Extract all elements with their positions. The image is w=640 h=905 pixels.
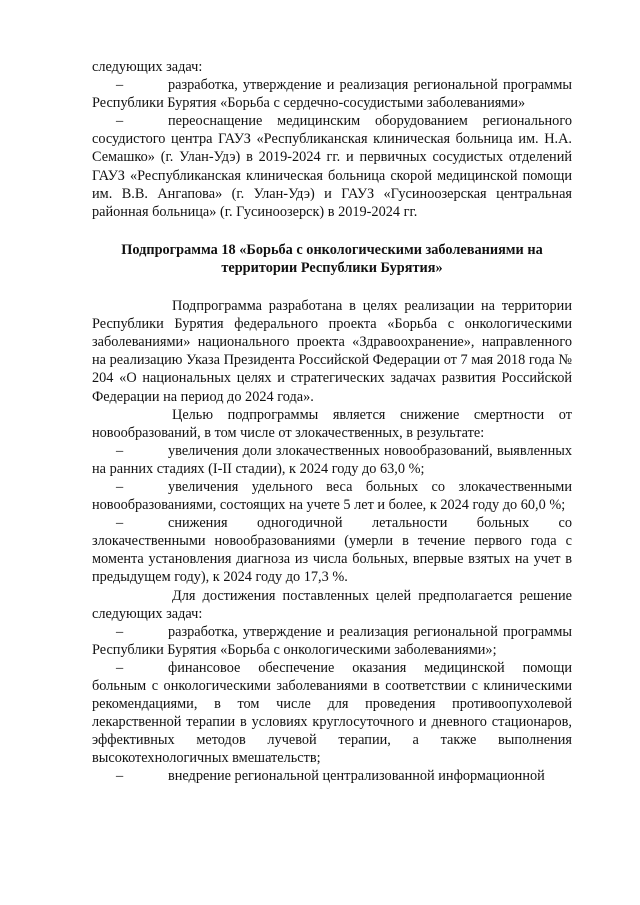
section-heading: Подпрограмма 18 «Борьба с онкологическими заболеваниями на территории Республики Бурятия» [121, 241, 543, 276]
dash-marker: – [116, 113, 124, 130]
list-item: – разработка, утверждение и реализация региональной программы Республики Бурятия «Борьба с онкологическими заболеваниями»; [92, 623, 572, 658]
dash-marker: – [116, 768, 124, 785]
list-item: – разработка, утверждение и реализация региональной программы Республики Бурятия «Борьба с сердечно-сосудистыми заболеваниями» [92, 77, 572, 112]
dash-marker: – [116, 623, 124, 640]
paragraph: Целью подпрограммы является снижение смертности от новообразований, в том числе от злокачественных, в результате: [92, 406, 572, 441]
list-item: – увеличения доли злокачественных новообразований, выявленных на ранних стадиях (I-II стадии), к 2024 году до 63,0 %; [92, 442, 572, 477]
paragraph: Подпрограмма разработана в целях реализации на территории Республики Бурятия федерального проекта «Борьба с онкологическими заболеваниями» национального проекта «Здравоохранение», направленного на реализацию Указа Президента Российской Федерации от 7 мая 2018 года № 204 «О национальных целях и стратегических задачах развития Российской Федерации на период до 2024 года». [92, 298, 572, 405]
dash-marker: – [116, 478, 124, 495]
document-page [92, 58, 572, 786]
list-item: – переоснащение медицинским оборудованием регионального сосудистого центра ГАУЗ «Республиканская клиническая больница им. Н.А. Семашко» (г. Улан-Удэ) в 2019-2024 гг. и первичных сосудистых отделений ГАУЗ «Республиканская клиническая больница скорой медицинской помощи им. В.В. Ангапова» (г. Улан-Удэ) и ГАУЗ «Гусиноозерская центральная районная больница» (г. Гусиноозерск) в 2019-2024 гг. [92, 113, 572, 220]
list-item: – финансовое обеспечение оказания медицинской помощи больным с онкологическими заболеваниями в соответствии с клиническими рекомендациями, в том числе для проведения противоопухолевой лекарственной терапии в условиях круглосуточного и дневного стационаров, эффективных методов лучевой терапии, а также выполнения высокотехнологичных вмешательств; [92, 659, 572, 767]
list-item: – увеличения удельного веса больных со злокачественными новообразованиями, состоящих на учете 5 лет и более, к 2024 году до 60,0 %; [92, 478, 572, 514]
dash-marker: – [116, 77, 124, 94]
dash-marker: – [116, 442, 124, 459]
dash-marker: – [116, 659, 124, 676]
list-item: – снижения одногодичной летальности больных со злокачественными новообразованиями (умерли в течение первого года с момента установления диагноза из числа больных, впервые взятых на учет в предыдущем году), к 2024 году до 17,3 %. [92, 515, 572, 586]
list-item: – внедрение региональной централизованной информационной [116, 768, 545, 785]
paragraph: Для достижения поставленных целей предполагается решение следующих задач: [92, 587, 572, 622]
intro-line: следующих задач: [92, 59, 203, 75]
dash-marker: – [116, 515, 124, 532]
